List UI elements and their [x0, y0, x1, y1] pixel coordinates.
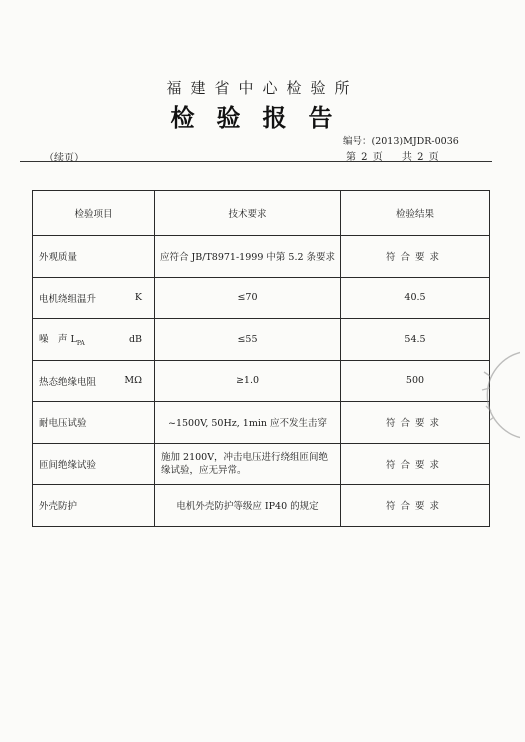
- row-item-text: 噪 声 L: [39, 334, 77, 346]
- report-number: 编号：(2013)MJDR-0036: [343, 136, 459, 147]
- continued-label: （续页）: [44, 153, 84, 164]
- page-total: 共 2 页: [401, 152, 439, 163]
- table-row: [33, 236, 490, 278]
- row-result: 40.5: [341, 277, 490, 319]
- row-result: 500: [341, 360, 490, 402]
- row-requirement: 电机外壳防护等级应 IP40 的规定: [155, 485, 341, 527]
- row-item: 热态绝缘电阻: [39, 376, 97, 388]
- table-row: [33, 402, 490, 444]
- row-requirement: ≤55: [155, 319, 341, 361]
- row-unit: MΩ: [124, 375, 142, 387]
- row-unit: K: [134, 292, 142, 304]
- row-unit: dB: [128, 333, 142, 345]
- table-row: [33, 360, 490, 402]
- row-result: 符合要求: [341, 443, 490, 485]
- table-row: [33, 485, 490, 527]
- row-requirement: ≤70: [155, 277, 341, 319]
- row-requirement: ~1500V, 50Hz, 1min 应不发生击穿: [155, 402, 341, 444]
- table-header-row: [33, 191, 490, 236]
- results-table: [32, 190, 490, 527]
- row-item-subscript: PA: [76, 340, 85, 348]
- row-item: 电机绕组温升: [39, 293, 97, 305]
- report-title: 检验报告: [170, 103, 355, 132]
- row-result: 54.5: [341, 319, 490, 361]
- header-divider: [20, 161, 492, 162]
- official-seal-stamp: [460, 350, 520, 440]
- row-requirement: ≥1.0: [155, 360, 341, 402]
- row-result: 符合要求: [341, 485, 490, 527]
- column-header-item: 检验项目: [33, 191, 155, 236]
- organization-name: 福建省中心检验所: [166, 79, 359, 97]
- row-item: 耐电压试验: [39, 418, 87, 430]
- column-header-requirement: 技术要求: [155, 191, 341, 236]
- column-header-result: 检验结果: [341, 191, 490, 236]
- row-item: [39, 331, 85, 347]
- row-item: 外观质量: [39, 252, 78, 264]
- page-current: 第 2 页: [346, 152, 383, 163]
- table-row: [33, 277, 490, 319]
- row-item: 外壳防护: [39, 501, 78, 513]
- row-requirement: 施加 2100V，冲击电压进行绕组匝间绝缘试验，应无异常。: [155, 443, 341, 485]
- row-requirement: 应符合 JB/T8971-1999 中第 5.2 条要求: [155, 236, 341, 278]
- row-result: 符合要求: [341, 236, 490, 278]
- table-row: [33, 319, 490, 361]
- table-row: [33, 443, 490, 485]
- row-result: 符合要求: [341, 402, 490, 444]
- row-item: 匝间绝缘试验: [39, 459, 97, 471]
- seal-outline: [487, 352, 520, 438]
